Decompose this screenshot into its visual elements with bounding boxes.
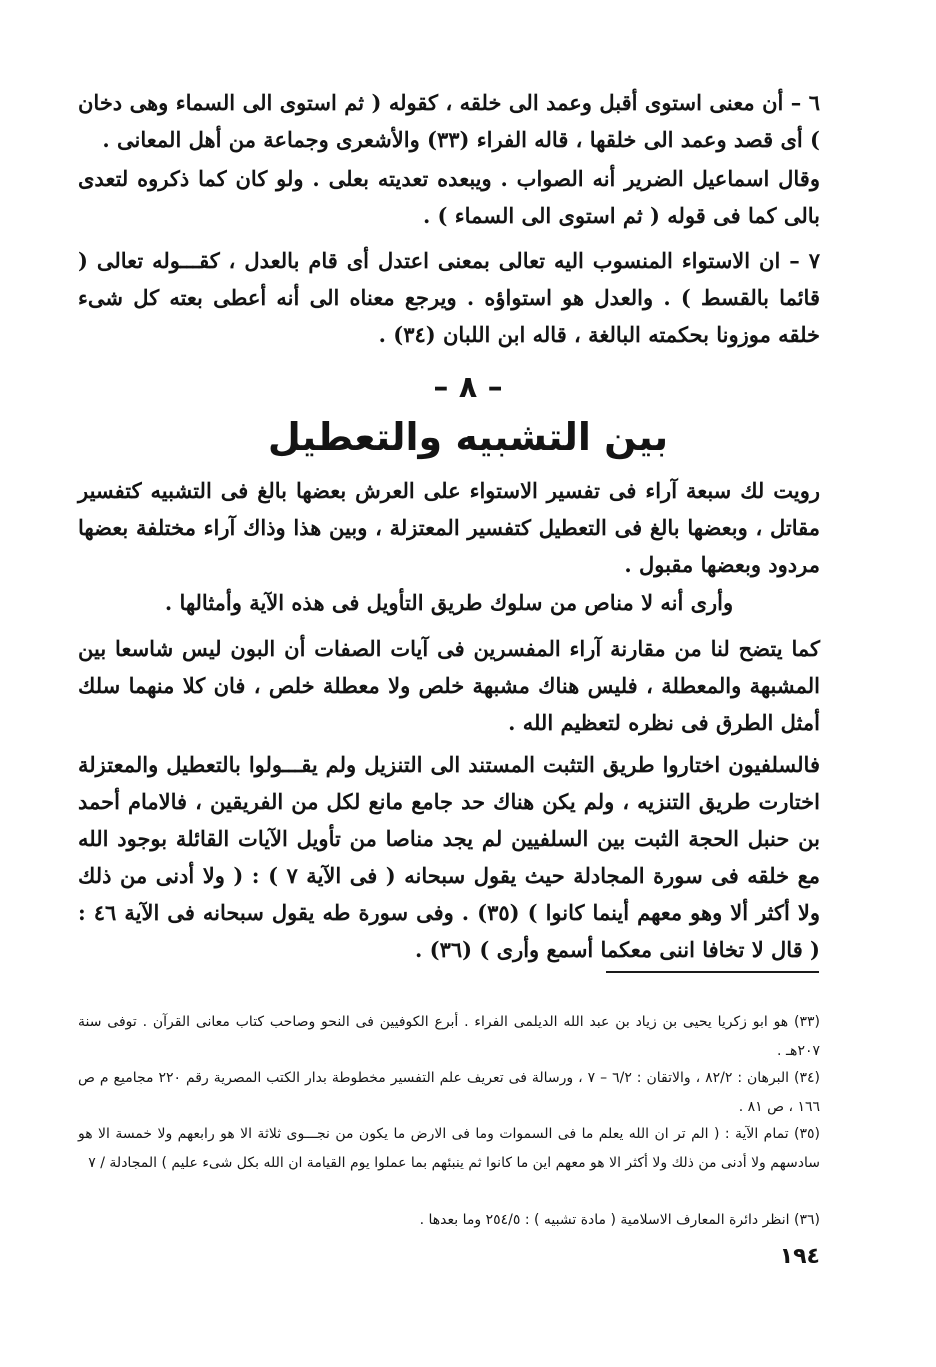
section-number: – ٨ – [433, 370, 503, 405]
paragraph-taweel: وأرى أنه لا مناص من سلوك طريق التأويل فى هذه الآية وأمثالها . [164, 590, 734, 615]
paragraph-meaning-7: ٧ – ان الاستواء المنسوب اليه تعالى بمعنى اعتدل أى قام بالعدل ، كقـــوله تعالى ( قائما بالقسط ) . والعدل هو استواؤه . ويرجع معناه الى أنه أعطى بعته كل شىء خلقه موزونا بحكمته البالغة ، قاله ابن اللبان (٣٤) . [78, 248, 820, 347]
paragraph-meaning-6: ٦ – أن معنى استوى أقبل وعمد الى خلقه ، كقوله ( ثم استوى الى السماء وهى دخان ) أى قصد وعمد الى خلقها ، قاله الفراء (٣٣) والأشعرى وجماعة من أهل المعانى . [78, 90, 820, 152]
paragraph-seven-opinions: رويت لك سبعة آراء فى تفسير الاستواء على العرش بعضها بالغ فى التشبيه كتفسير مقاتل ، وبعضها بالغ فى التعطيل كتفسير المعتزلة ، وبين هذا وذاك آراء مختلفة بعضها مردود وبعضها مقبول . [78, 478, 820, 577]
footnote-divider [606, 971, 819, 973]
section-title: بين التشبيه والتعطيل [267, 415, 669, 459]
page-number: ١٩٤ [779, 1244, 820, 1269]
footnote-35: (٣٥) تمام الآية : ( الم تر ان الله يعلم ما فى السموات وما فى الارض ما يكون من نجـــوى ثلاثة الا هو رابعهم ولا خمسة الا هو سادسهم ولا أدنى من ذلك ولا أكثر الا هو معهم اين ما كانوا ثم ينبئهم بما عملوا يوم القيامة ان الله بكل شىء عليم ) المجادلة / ٧ [78, 1126, 820, 1171]
paragraph-ismail-darir: وقال اسماعيل الضرير أنه الصواب . ويبعده تعديته بعلى . ولو كان كما ذكروه لتعدى بالى كما فى قوله ( ثم استوى الى السماء ) . [78, 166, 820, 228]
footnote-34: (٣٤) البرهان : ٨٢/٢ ، والاتقان : ٦/٢ – ٧ ، ورسالة فى تعريف علم التفسير مخطوطة بدار الكتب المصرية رقم ٢٢٠ مجاميع م ص ١٦٦ ، ص ٨١ . [78, 1070, 820, 1115]
paragraph-comparison: كما يتضح لنا من مقارنة آراء المفسرين فى آيات الصفات أن البون ليس شاسعا بين المشبهة والمعطلة ، فليس هناك مشبهة خلص ولا معطلة خلص ، فان كلا منهما سلك أمثل الطرق فى نظره لتعظيم الله . [78, 636, 820, 735]
paragraph-salafis: فالسلفيون اختاروا طريق التثبت المستند الى التنزيل ولم يقـــولوا بالتعطيل والمعتزلة اختارت طريق التنزيه ، ولم يكن هناك حد جامع مانع لكل من الفريقين ، فالامام أحمد بن حنبل الحجة الثبت بين السلفيين لم يجد مناصا من تأويل الآيات القائلة بوجود الله مع خلقه فى سورة المجادلة حيث يقول سبحانه ( فى الآية ٧ ) : ( ولا أدنى من ذلك ولا أكثر ألا وهو معهم أينما كانوا ) (٣٥) . وفى سورة طه يقول سبحانه فى الآية ٤٦ : ( قال لا تخافا اننى معكما أسمع وأرى ) (٣٦) . [78, 752, 820, 962]
footnote-36: (٣٦) انظر دائرة المعارف الاسلامية ( مادة تشبيه ) : ٢٥٤/٥ وما بعدها . [419, 1212, 820, 1228]
footnote-33: (٣٣) هو ابو زكريا يحيى بن زياد بن عبد الله الديلمى الفراء . أبرع الكوفيين فى النحو وصاحب كتاب معانى القرآن . توفى سنة ٢٠٧هـ . [78, 1014, 820, 1059]
